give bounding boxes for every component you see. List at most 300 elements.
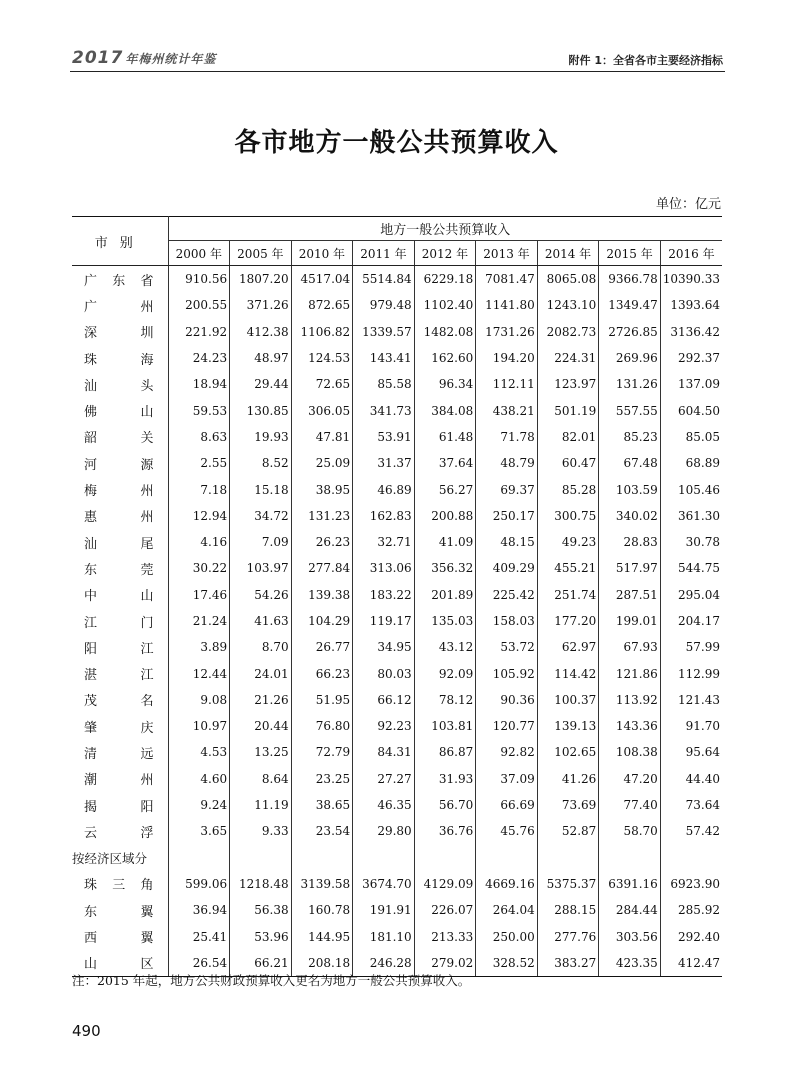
value-cell: 24.23 [168,345,230,371]
value-cell: 383.27 [537,950,599,977]
value-cell [414,845,476,871]
value-cell: 112.99 [678,666,720,681]
value-cell: 139.38 [291,582,353,608]
value-cell: 44.40 [685,771,720,786]
value-cell: 1102.40 [414,292,476,318]
value-cell: 53.72 [476,634,538,660]
value-cell: 46.89 [353,476,415,502]
header-rule [70,71,725,72]
city-name: 梅州 [72,476,168,502]
value-cell: 177.20 [537,608,599,634]
city-name: 阳江 [72,634,168,660]
yearbook-year: 2017 [72,48,124,68]
value-cell: 412.47 [660,950,722,977]
city-name: 潮州 [72,766,168,792]
section-row [72,845,722,871]
value-cell: 292.37 [678,351,720,366]
value-cell: 84.31 [353,739,415,765]
value-cell: 20.44 [230,713,292,739]
value-cell: 103.81 [414,713,476,739]
value-cell: 8.52 [230,450,292,476]
value-cell: 11.19 [230,792,292,818]
table-row [72,319,722,345]
value-cell: 384.08 [414,397,476,423]
table-row [72,687,722,713]
value-cell: 455.21 [537,555,599,581]
table-row [72,660,722,686]
value-cell: 7.18 [168,476,230,502]
value-cell: 131.23 [291,503,353,529]
section-title: 附件 1：全省各市主要经济指标 [568,54,723,67]
revenue-table [72,216,722,977]
value-cell: 30.78 [685,535,720,550]
value-cell: 224.31 [537,345,599,371]
value-cell: 121.43 [678,692,720,707]
city-column-header: 市别 [72,217,168,266]
value-cell: 1482.08 [414,319,476,345]
value-cell: 41.26 [537,766,599,792]
value-cell: 412.38 [230,319,292,345]
value-cell: 61.48 [414,424,476,450]
value-cell: 41.09 [414,529,476,555]
value-cell: 8065.08 [537,266,599,293]
value-cell: 34.72 [230,503,292,529]
page-header [0,0,793,72]
value-cell: 119.17 [353,608,415,634]
value-cell: 37.09 [476,766,538,792]
value-cell: 4.60 [168,766,230,792]
value-cell: 72.79 [291,739,353,765]
value-cell: 47.81 [291,424,353,450]
value-cell: 137.09 [678,377,720,392]
page-title: 各市地方一般公共预算收入 [234,128,559,158]
value-cell: 250.17 [476,503,538,529]
value-cell: 66.23 [291,660,353,686]
value-cell: 28.83 [599,529,661,555]
value-cell: 113.92 [599,687,661,713]
value-cell: 112.11 [476,371,538,397]
value-cell: 6923.90 [670,876,720,891]
value-cell: 31.37 [353,450,415,476]
value-cell: 295.04 [678,587,720,602]
value-cell: 21.26 [230,687,292,713]
value-cell [168,845,230,871]
value-cell: 7.09 [230,529,292,555]
value-cell: 306.05 [291,397,353,423]
table-row [72,634,722,660]
city-name: 湛江 [72,660,168,686]
value-cell: 91.70 [685,719,720,734]
value-cell: 66.69 [476,792,538,818]
city-name: 深圳 [72,319,168,345]
value-cell: 3136.42 [670,324,720,339]
value-cell: 120.77 [476,713,538,739]
value-cell: 2082.73 [537,319,599,345]
value-cell: 544.75 [678,561,720,576]
table-body [72,266,722,977]
value-cell: 1393.64 [670,298,720,313]
table-row [72,424,722,450]
value-cell: 5375.37 [537,871,599,897]
table-row [72,739,722,765]
value-cell: 6229.18 [414,266,476,293]
table-row [72,450,722,476]
value-cell: 67.93 [599,634,661,660]
value-cell: 82.01 [537,424,599,450]
value-cell: 54.26 [230,582,292,608]
value-cell: 9.33 [230,818,292,844]
value-cell: 8.64 [230,766,292,792]
value-cell: 123.97 [537,371,599,397]
value-cell: 5514.84 [353,266,415,293]
value-cell: 158.03 [476,608,538,634]
unit-label: 单位：亿元 [655,197,721,212]
value-cell: 341.73 [353,397,415,423]
value-cell: 96.34 [414,371,476,397]
value-cell: 85.58 [353,371,415,397]
value-cell: 8.70 [230,634,292,660]
value-cell: 34.95 [353,634,415,660]
value-cell: 78.12 [414,687,476,713]
value-cell: 67.48 [599,450,661,476]
value-cell: 56.38 [230,897,292,923]
value-cell: 36.94 [168,897,230,923]
city-name: 揭阳 [72,792,168,818]
value-cell: 3139.58 [291,871,353,897]
city-name: 广州 [72,292,168,318]
value-cell: 57.42 [685,824,720,839]
table-row [72,608,722,634]
table-row [72,345,722,371]
table-row [72,713,722,739]
value-cell: 100.37 [537,687,599,713]
value-cell: 92.82 [476,739,538,765]
value-cell: 17.46 [168,582,230,608]
value-cell: 194.20 [476,345,538,371]
value-cell: 356.32 [414,555,476,581]
value-cell: 48.79 [476,450,538,476]
value-cell: 3.65 [168,818,230,844]
value-cell: 77.40 [599,792,661,818]
value-cell: 4669.16 [476,871,538,897]
value-cell: 4.16 [168,529,230,555]
table-row [72,503,722,529]
city-name: 茂名 [72,687,168,713]
value-cell: 41.63 [230,608,292,634]
value-cell: 30.22 [168,555,230,581]
value-cell [660,845,722,871]
value-cell: 10.97 [168,713,230,739]
city-name: 珠三角 [72,871,168,897]
city-name: 东翼 [72,897,168,923]
value-cell: 4129.09 [414,871,476,897]
value-cell: 69.37 [476,476,538,502]
value-cell: 183.22 [353,582,415,608]
value-cell: 201.89 [414,582,476,608]
table-row [72,397,722,423]
value-cell: 872.65 [291,292,353,318]
value-cell: 303.56 [599,923,661,949]
value-cell: 48.97 [230,345,292,371]
value-cell [230,845,292,871]
table-row [72,266,722,293]
value-cell [291,845,353,871]
value-cell: 199.01 [599,608,661,634]
value-cell: 38.65 [291,792,353,818]
city-name: 韶关 [72,424,168,450]
value-cell: 45.76 [476,818,538,844]
city-name: 东莞 [72,555,168,581]
year-header-cell: 2016 年 [660,241,722,266]
value-cell: 80.03 [353,660,415,686]
value-cell: 292.40 [678,929,720,944]
value-cell: 557.55 [599,397,661,423]
value-cell: 103.59 [599,476,661,502]
value-cell: 104.29 [291,608,353,634]
value-cell: 46.35 [353,792,415,818]
value-cell [353,845,415,871]
value-cell: 250.00 [476,923,538,949]
value-cell: 47.20 [599,766,661,792]
value-cell: 6391.16 [599,871,661,897]
value-cell: 409.29 [476,555,538,581]
yearbook-name: 年梅州统计年鉴 [125,52,217,66]
value-cell: 340.02 [599,503,661,529]
value-cell: 221.92 [168,319,230,345]
value-cell: 131.26 [599,371,661,397]
table-row [72,582,722,608]
city-name: 河源 [72,450,168,476]
value-cell: 9.08 [168,687,230,713]
value-cell: 26.54 [168,950,230,977]
value-cell: 2726.85 [599,319,661,345]
city-name: 惠州 [72,503,168,529]
value-cell: 49.23 [537,529,599,555]
value-cell: 8.63 [168,424,230,450]
value-cell: 130.85 [230,397,292,423]
value-cell: 68.89 [685,456,720,471]
value-cell: 1349.47 [599,292,661,318]
value-cell: 29.80 [353,818,415,844]
value-cell: 599.06 [168,871,230,897]
value-cell: 114.42 [537,660,599,686]
value-cell: 71.78 [476,424,538,450]
value-cell: 3.89 [168,634,230,660]
value-cell: 36.76 [414,818,476,844]
value-cell: 72.65 [291,371,353,397]
value-cell: 1218.48 [230,871,292,897]
value-cell: 43.12 [414,634,476,660]
value-cell: 124.53 [291,345,353,371]
city-name: 西翼 [72,923,168,949]
table-row [72,529,722,555]
value-cell: 2.55 [168,450,230,476]
value-cell: 226.07 [414,897,476,923]
value-cell: 288.15 [537,897,599,923]
value-cell: 60.47 [537,450,599,476]
value-cell [537,845,599,871]
value-cell: 85.28 [537,476,599,502]
value-cell: 162.83 [353,503,415,529]
value-cell: 66.21 [230,950,292,977]
section-label: 按经济区域分 [72,845,168,871]
value-cell: 66.12 [353,687,415,713]
city-name: 云浮 [72,818,168,844]
value-cell: 3674.70 [353,871,415,897]
city-name: 山区 [72,950,168,977]
value-cell: 105.46 [678,482,720,497]
value-cell: 26.23 [291,529,353,555]
year-header-cell: 2000 年 [168,241,230,266]
value-cell: 4.53 [168,739,230,765]
group-column-header: 地方一般公共预算收入 [168,217,722,241]
value-cell: 56.27 [414,476,476,502]
value-cell: 53.96 [230,923,292,949]
value-cell: 200.88 [414,503,476,529]
value-cell: 160.78 [291,897,353,923]
value-cell: 32.71 [353,529,415,555]
value-cell: 103.97 [230,555,292,581]
city-name: 肇庆 [72,713,168,739]
value-cell: 121.86 [599,660,661,686]
value-cell: 287.51 [599,582,661,608]
table-row [72,371,722,397]
yearbook-title [72,48,216,68]
value-cell: 328.52 [476,950,538,977]
table-row [72,897,722,923]
value-cell: 76.80 [291,713,353,739]
value-cell: 9366.78 [599,266,661,293]
value-cell: 501.19 [537,397,599,423]
value-cell: 361.30 [678,508,720,523]
value-cell: 213.33 [414,923,476,949]
value-cell: 52.87 [537,818,599,844]
value-cell [476,845,538,871]
value-cell: 300.75 [537,503,599,529]
value-cell: 204.17 [678,614,720,628]
city-name: 佛山 [72,397,168,423]
year-header-cell: 2012 年 [414,241,476,266]
year-header-row [72,241,722,266]
value-cell: 24.01 [230,660,292,686]
value-cell: 279.02 [414,950,476,977]
value-cell: 1339.57 [353,319,415,345]
city-name: 江门 [72,608,168,634]
value-cell: 18.94 [168,371,230,397]
value-cell: 23.54 [291,818,353,844]
year-header-cell: 2014 年 [537,241,599,266]
value-cell: 143.41 [353,345,415,371]
value-cell: 277.84 [291,555,353,581]
table-row [72,923,722,949]
value-cell: 277.76 [537,923,599,949]
value-cell: 31.93 [414,766,476,792]
year-header-cell: 2013 年 [476,241,538,266]
value-cell: 200.55 [168,292,230,318]
value-cell: 23.25 [291,766,353,792]
value-cell: 21.24 [168,608,230,634]
value-cell: 269.96 [599,345,661,371]
value-cell: 285.92 [678,903,720,918]
value-cell: 59.53 [168,397,230,423]
value-cell: 246.28 [353,950,415,977]
value-cell: 53.91 [353,424,415,450]
year-header-cell: 2015 年 [599,241,661,266]
value-cell: 1106.82 [291,319,353,345]
table-row [72,555,722,581]
value-cell: 85.05 [685,429,720,444]
value-cell: 56.70 [414,792,476,818]
value-cell: 58.70 [599,818,661,844]
value-cell: 1731.26 [476,319,538,345]
city-name: 汕尾 [72,529,168,555]
value-cell: 73.69 [537,792,599,818]
city-name: 广东省 [72,266,168,293]
city-name: 汕头 [72,371,168,397]
value-cell: 144.95 [291,923,353,949]
value-cell: 51.95 [291,687,353,713]
table-row [72,476,722,502]
value-cell: 135.03 [414,608,476,634]
value-cell: 1243.10 [537,292,599,318]
value-cell: 12.44 [168,660,230,686]
value-cell: 371.26 [230,292,292,318]
value-cell: 162.60 [414,345,476,371]
value-cell: 102.65 [537,739,599,765]
table-row [72,766,722,792]
value-cell: 48.15 [476,529,538,555]
table-row [72,792,722,818]
year-header-cell: 2010 年 [291,241,353,266]
value-cell: 979.48 [353,292,415,318]
value-cell: 62.97 [537,634,599,660]
year-header-cell: 2011 年 [353,241,415,266]
value-cell: 92.09 [414,660,476,686]
value-cell: 225.42 [476,582,538,608]
value-cell: 438.21 [476,397,538,423]
value-cell: 9.24 [168,792,230,818]
value-cell: 284.44 [599,897,661,923]
value-cell: 15.18 [230,476,292,502]
value-cell: 264.04 [476,897,538,923]
value-cell: 26.77 [291,634,353,660]
value-cell: 251.74 [537,582,599,608]
value-cell: 191.91 [353,897,415,923]
value-cell: 208.18 [291,950,353,977]
year-header-cell: 2005 年 [230,241,292,266]
value-cell: 313.06 [353,555,415,581]
value-cell [599,845,661,871]
value-cell: 73.64 [685,798,720,813]
value-cell: 37.64 [414,450,476,476]
value-cell: 7081.47 [476,266,538,293]
value-cell: 38.95 [291,476,353,502]
value-cell: 12.94 [168,503,230,529]
value-cell: 25.41 [168,923,230,949]
table-row [72,292,722,318]
value-cell: 4517.04 [291,266,353,293]
value-cell: 105.92 [476,660,538,686]
table-row [72,818,722,844]
value-cell: 92.23 [353,713,415,739]
value-cell: 85.23 [599,424,661,450]
value-cell: 181.10 [353,923,415,949]
city-name: 珠海 [72,345,168,371]
value-cell: 108.38 [599,739,661,765]
value-cell: 423.35 [599,950,661,977]
value-cell: 604.50 [678,403,720,418]
footnote: 注：2015 年起，地方公共财政预算收入更名为地方一般公共预算收入。 [72,973,471,988]
